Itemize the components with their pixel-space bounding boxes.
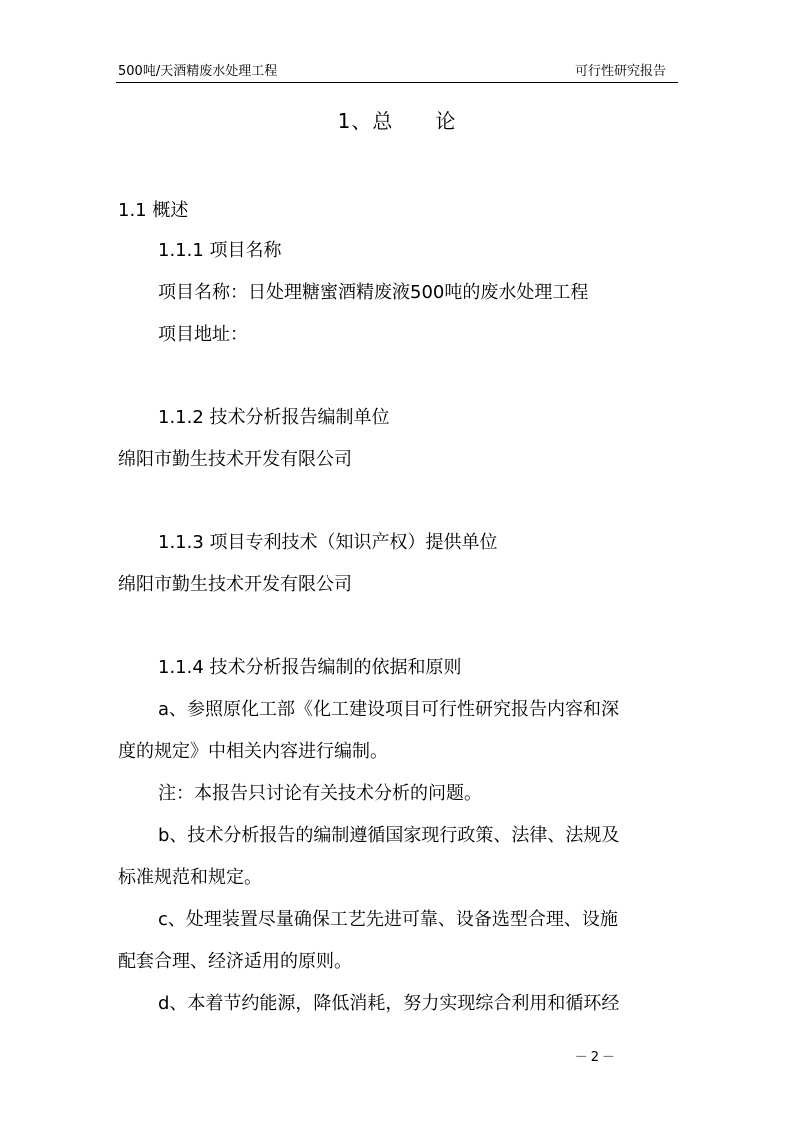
section-1-1-1-heading: 1.1.1 项目名称 bbox=[158, 240, 282, 261]
project-name-line: 项目名称：日处理糖蜜酒精废液500吨的废水处理工程 bbox=[158, 282, 589, 303]
paragraph-b-line-2: 标准规范和规定。 bbox=[118, 867, 262, 888]
section-1-1-4-heading: 1.1.4 技术分析报告编制的依据和原则 bbox=[158, 657, 462, 678]
header-divider bbox=[116, 82, 678, 83]
section-1-1-3-company: 绵阳市勤生技术开发有限公司 bbox=[118, 574, 352, 595]
section-1-1-2-company: 绵阳市勤生技术开发有限公司 bbox=[118, 449, 352, 470]
project-address-line: 项目地址： bbox=[158, 324, 248, 345]
note-line: 注：本报告只讨论有关技术分析的问题。 bbox=[158, 783, 482, 804]
paragraph-b-line-1: b、技术分析报告的编制遵循国家现行政策、法律、法规及 bbox=[158, 825, 620, 846]
paragraph-c-line-1: c、处理装置尽量确保工艺先进可靠、设备选型合理、设施 bbox=[158, 909, 618, 930]
header-doc-title: 500吨/天酒精废水处理工程 bbox=[118, 64, 278, 79]
paragraph-c-line-2: 配套合理、经济适用的原则。 bbox=[118, 951, 352, 972]
section-1-1-heading: 1.1 概述 bbox=[118, 200, 189, 221]
paragraph-a-line-1: a、参照原化工部《化工建设项目可行性研究报告内容和深 bbox=[158, 699, 620, 720]
section-1-1-3-heading: 1.1.3 项目专利技术（知识产权）提供单位 bbox=[158, 532, 498, 553]
paragraph-d-line-1: d、本着节约能源，降低消耗，努力实现综合利用和循环经 bbox=[158, 993, 620, 1014]
chapter-title: 1、总 论 bbox=[337, 109, 457, 133]
header-report-type: 可行性研究报告 bbox=[574, 64, 666, 79]
page-number: －2－ bbox=[574, 1050, 618, 1065]
section-1-1-2-heading: 1.1.2 技术分析报告编制单位 bbox=[158, 407, 390, 428]
paragraph-a-line-2: 度的规定》中相关内容进行编制。 bbox=[118, 741, 388, 762]
